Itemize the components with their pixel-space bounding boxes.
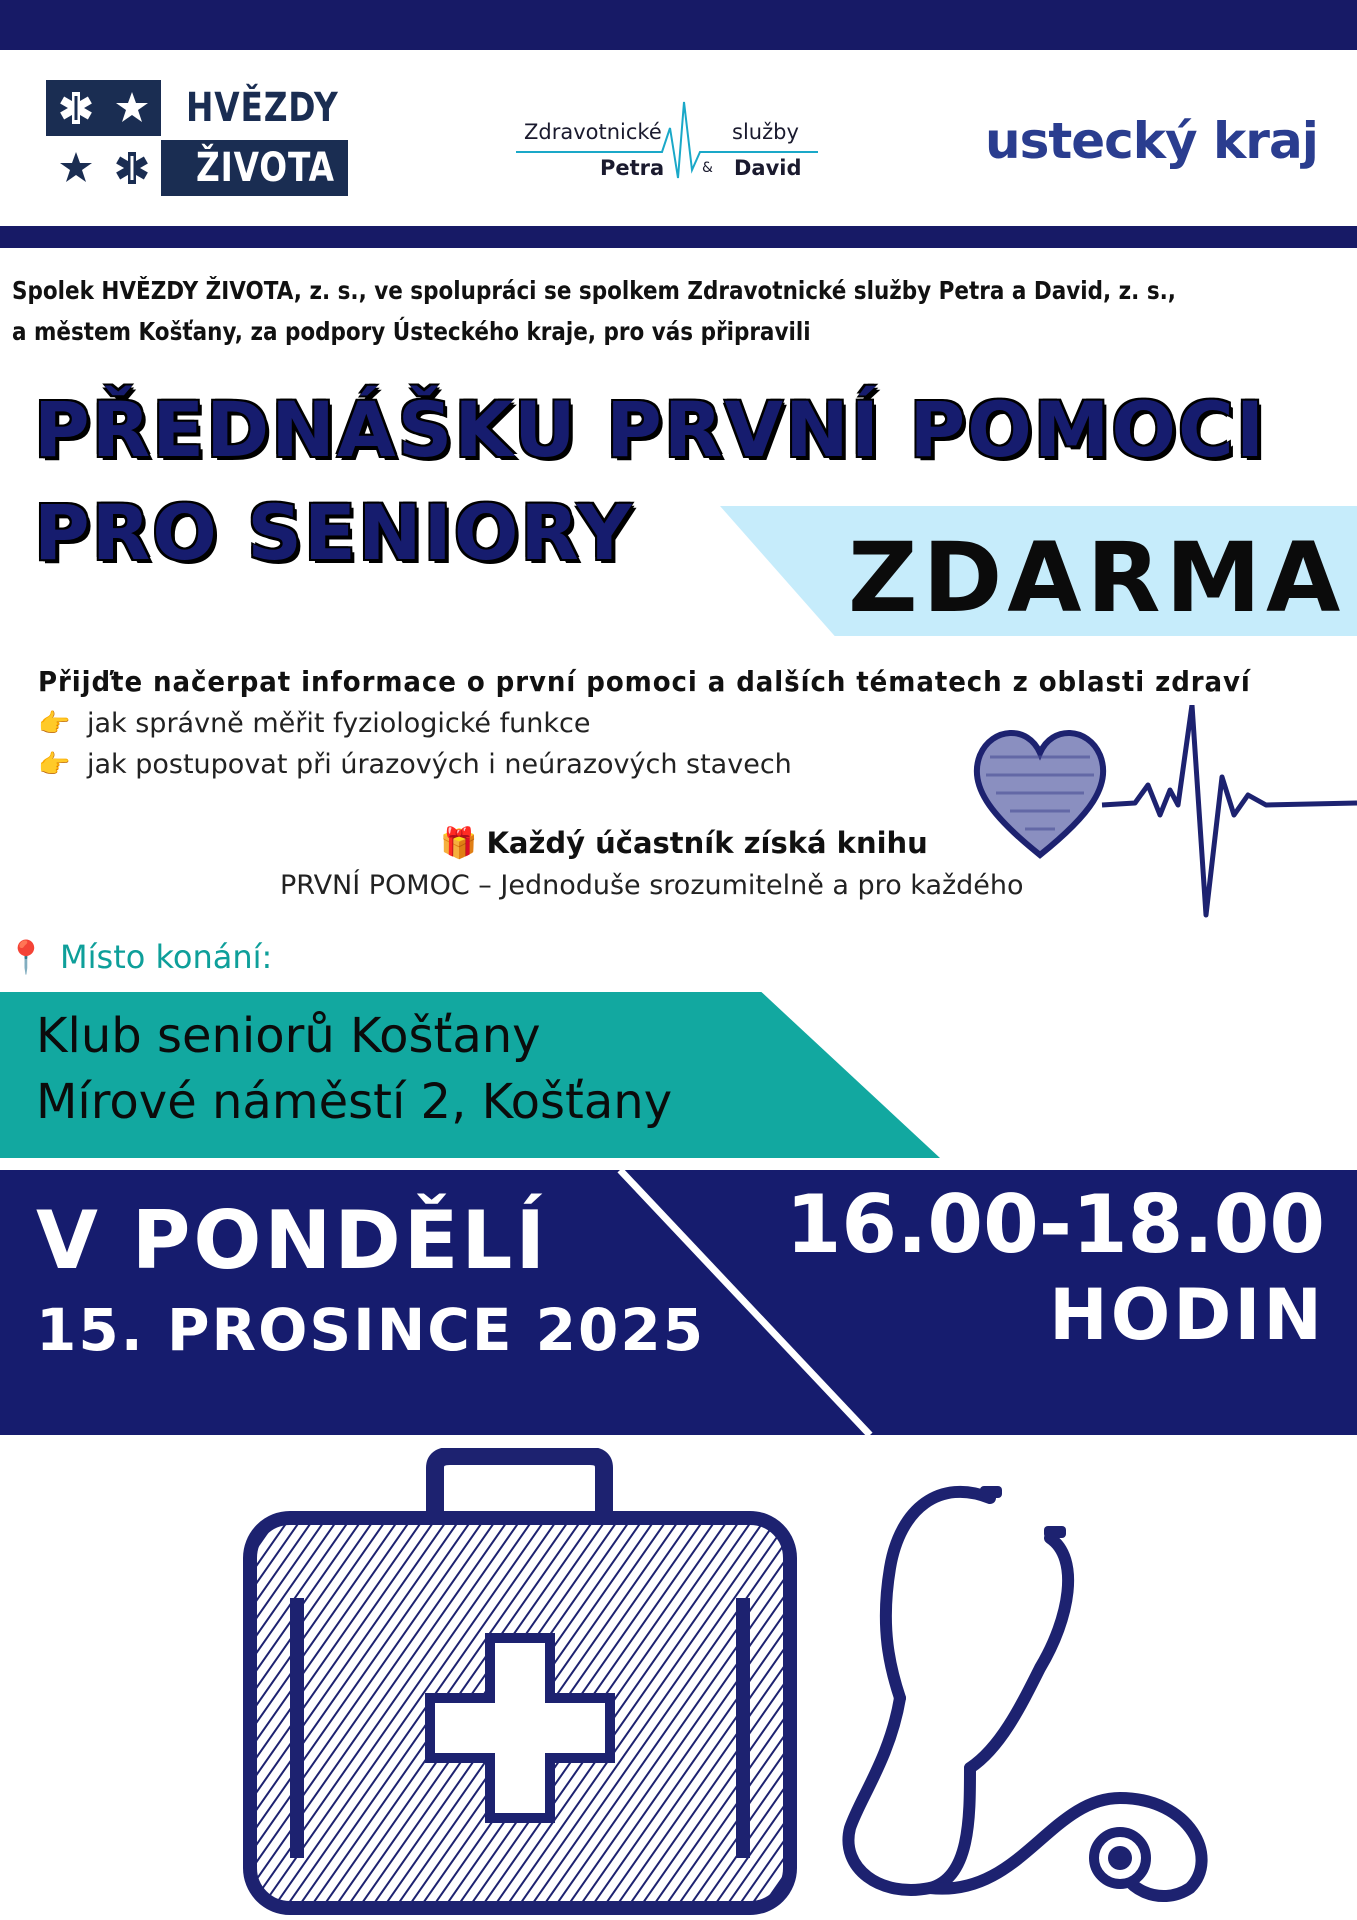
title-line-1: PŘEDNÁŠKU PRVNÍ POMOCI — [34, 385, 1267, 474]
zs-word2: služby — [732, 120, 799, 144]
bullet-text: jak postupovat při úrazových i neúrazových stavech — [86, 749, 792, 780]
hvezdy-zivota-logo — [46, 80, 348, 196]
event-date: 15. PROSINCE 2025 — [36, 1296, 706, 1364]
heart-ecg-icon — [970, 705, 1357, 920]
zdravotnicke-sluzby-logo — [512, 98, 822, 190]
bullet-text: jak správně měřit fyziologické funkce — [86, 708, 591, 739]
gift-title-row — [440, 826, 928, 861]
title-line-2: PRO SENIORY — [34, 488, 634, 577]
event-time-unit: HODIN — [1049, 1274, 1325, 1356]
bullet-item-1 — [38, 708, 590, 739]
pointing-hand-icon: 👉 — [38, 750, 71, 780]
hvezdy-logo-line2: ŽIVOTA — [196, 145, 335, 191]
bullet-item-2 — [38, 749, 792, 780]
info-heading: Přijďte načerpat informace o první pomoci a dalších tématech z oblasti zdraví — [38, 665, 1251, 698]
gift-subtitle: PRVNÍ POMOC – Jednoduše srozumitelně a pro každého — [280, 870, 1024, 901]
stethoscope-icon — [820, 1468, 1240, 1908]
zs-word1: Zdravotnické — [524, 120, 662, 144]
zs-name1: Petra — [600, 156, 665, 180]
pin-icon: 📍 — [6, 938, 46, 976]
event-day: V PONDĚLÍ — [36, 1194, 549, 1287]
pointing-hand-icon: 👉 — [38, 709, 71, 739]
gift-icon: 🎁 — [440, 826, 478, 861]
gift-title: Každý účastník získá knihu — [486, 826, 928, 860]
intro-line-2: a městem Košťany, za podpory Ústeckého kraje, pro vás připravili — [12, 317, 811, 346]
venue-label: Místo konání: — [60, 938, 273, 976]
zs-name2: David — [734, 156, 802, 180]
event-time: 16.00-18.00 — [785, 1178, 1325, 1271]
venue-address: Mírové náměstí 2, Košťany — [36, 1074, 673, 1130]
header-divider-bar — [0, 226, 1357, 248]
hvezdy-logo-line1: HVĚZDY — [186, 85, 339, 131]
first-aid-kit-icon — [240, 1448, 800, 1918]
venue-name: Klub seniorů Košťany — [36, 1008, 541, 1064]
top-bar — [0, 0, 1357, 50]
price-badge: ZDARMA — [848, 522, 1346, 634]
zs-amp: & — [702, 160, 713, 176]
intro-line-1: Spolek HVĚZDY ŽIVOTA, z. s., ve spolupráci se spolkem Zdravotnické služby Petra a David, z. s., — [12, 276, 1176, 305]
ustecky-kraj-logo: ustecký kraj — [985, 112, 1318, 170]
venue-label-row — [6, 938, 272, 976]
